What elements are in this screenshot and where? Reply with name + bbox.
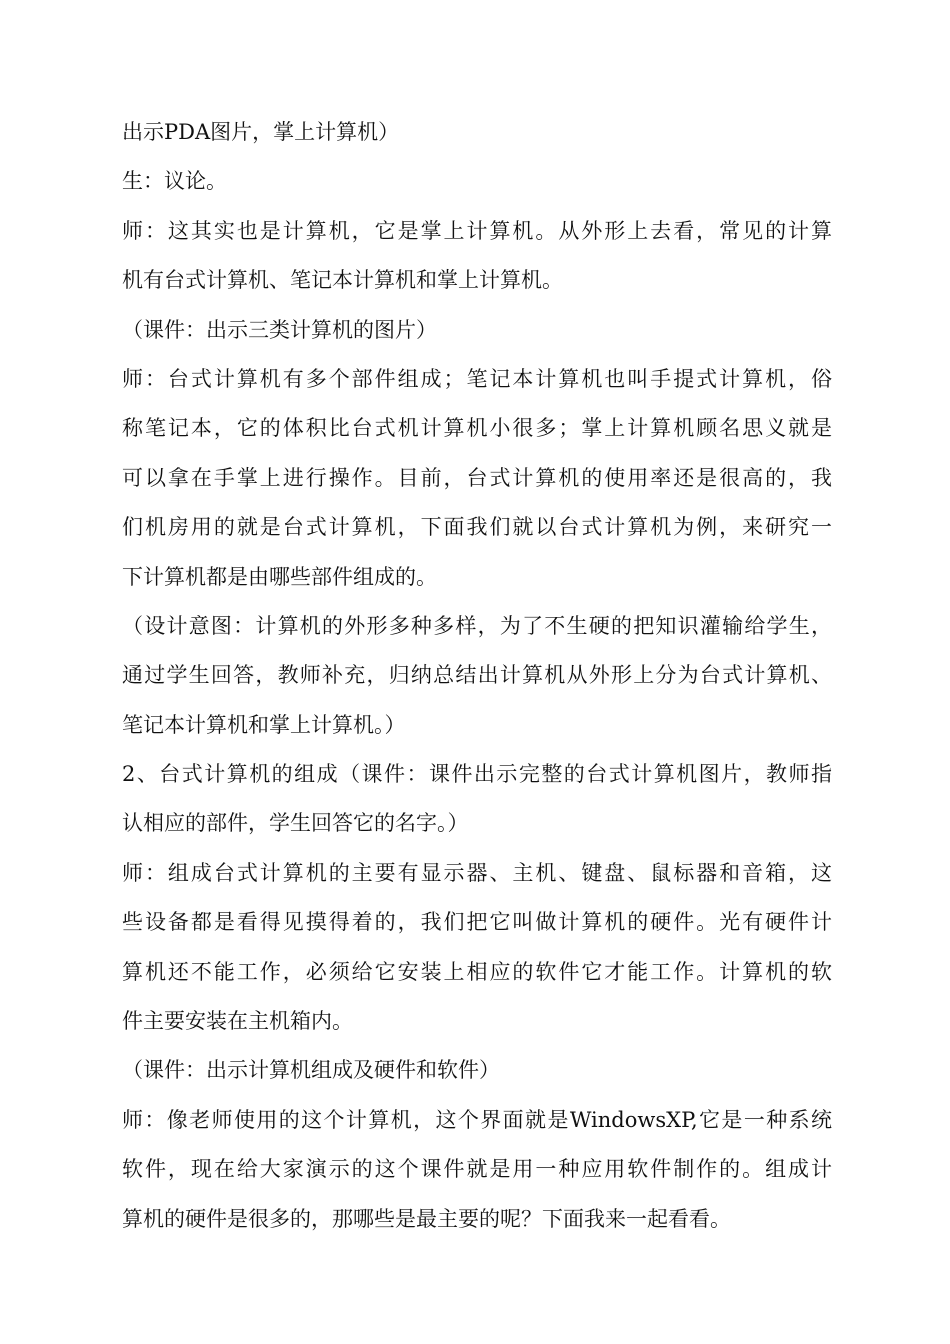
- text-line: 可以拿在手掌上进行操作。目前，台式计算机的使用率还是很高的，我: [122, 465, 832, 490]
- text-line: 们机房用的就是台式计算机，下面我们就以台式计算机为例，来研究一: [122, 515, 832, 540]
- text-line: （设计意图：计算机的外形多种多样，为了不生硬的把知识灌输给学生，: [122, 613, 832, 638]
- text-line: 师：像老师使用的这个计算机，这个界面就是WindowsXP,它是一种系统: [122, 1107, 832, 1132]
- text-line: 师：台式计算机有多个部件组成；笔记本计算机也叫手提式计算机，俗: [122, 366, 832, 391]
- text-line: 师：组成台式计算机的主要有显示器、主机、键盘、鼠标器和音箱，这: [122, 860, 832, 885]
- text-line: 称笔记本，它的体积比台式机计算机小很多；掌上计算机顾名思义就是: [122, 416, 832, 441]
- text-line: 算机还不能工作，必须给它安装上相应的软件它才能工作。计算机的软: [122, 959, 832, 984]
- text-line: 认相应的部件，学生回答它的名字。）: [122, 811, 469, 836]
- text-line: 软件，现在给大家演示的这个课件就是用一种应用软件制作的。组成计: [122, 1157, 832, 1182]
- text-line: （课件：出示计算机组成及硬件和软件）: [122, 1058, 500, 1083]
- text-line: （课件：出示三类计算机的图片）: [122, 317, 437, 342]
- text-line: 件主要安装在主机箱内。: [122, 1009, 353, 1034]
- text-line: 师：这其实也是计算机，它是掌上计算机。从外形上去看，常见的计算: [122, 218, 832, 243]
- document-body: [122, 108, 832, 1244]
- text-line: 出示PDA图片，掌上计算机）: [122, 120, 400, 144]
- text-line: 下计算机都是由哪些部件组成的。: [122, 564, 437, 589]
- text-line: 生：议论。: [122, 169, 227, 194]
- text-line: 些设备都是看得见摸得着的，我们把它叫做计算机的硬件。光有硬件计: [122, 910, 832, 935]
- text-line: 2、台式计算机的组成（课件：课件出示完整的台式计算机图片，教师指: [122, 762, 832, 787]
- text-line: 笔记本计算机和掌上计算机。）: [122, 712, 406, 737]
- text-line: 机有台式计算机、笔记本计算机和掌上计算机。: [122, 268, 563, 293]
- text-line: 通过学生回答，教师补充，归纳总结出计算机从外形上分为台式计算机、: [122, 663, 832, 688]
- text-line: 算机的硬件是很多的，那哪些是最主要的呢？下面我来一起看看。: [122, 1206, 731, 1231]
